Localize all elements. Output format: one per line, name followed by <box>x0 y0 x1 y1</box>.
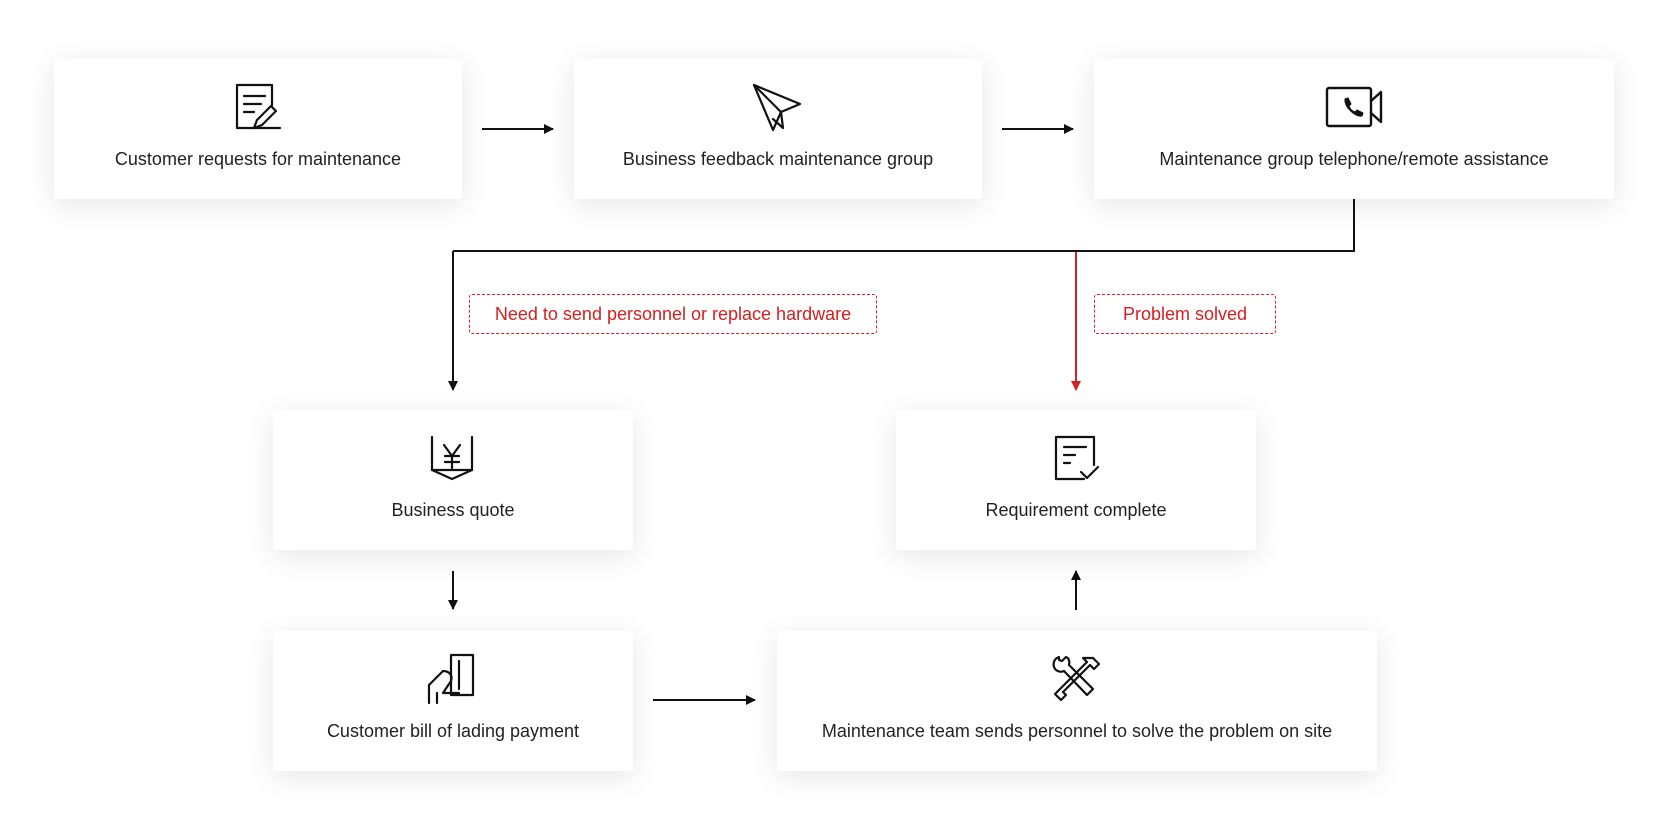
video-call-icon <box>1324 77 1384 137</box>
step-business-quote <box>273 410 633 550</box>
step-customer-request <box>54 59 462 199</box>
step-bill-payment <box>273 631 633 771</box>
step-requirement-complete <box>896 410 1256 550</box>
step-label: Maintenance team sends personnel to solve the problem on site <box>821 721 1333 741</box>
step-label: Requirement complete <box>985 500 1167 520</box>
checked-document-icon <box>1046 428 1106 488</box>
step-remote-assistance <box>1094 59 1614 199</box>
hand-payment-icon <box>423 649 483 709</box>
step-label: Customer requests for maintenance <box>114 149 402 169</box>
step-onsite-team <box>777 631 1377 771</box>
paper-plane-icon <box>748 77 808 137</box>
edit-document-icon <box>228 77 288 137</box>
tools-icon <box>1047 649 1107 709</box>
step-label: Business quote <box>391 500 515 520</box>
yen-document-icon <box>423 428 483 488</box>
step-label: Maintenance group telephone/remote assistance <box>1159 149 1549 169</box>
step-label: Business feedback maintenance group <box>622 149 934 169</box>
step-label: Customer bill of lading payment <box>326 721 580 741</box>
step-business-feedback <box>574 59 982 199</box>
branch-connector <box>453 199 1354 251</box>
condition-send-personnel: Need to send personnel or replace hardware <box>469 294 877 334</box>
condition-problem-solved: Problem solved <box>1094 294 1276 334</box>
